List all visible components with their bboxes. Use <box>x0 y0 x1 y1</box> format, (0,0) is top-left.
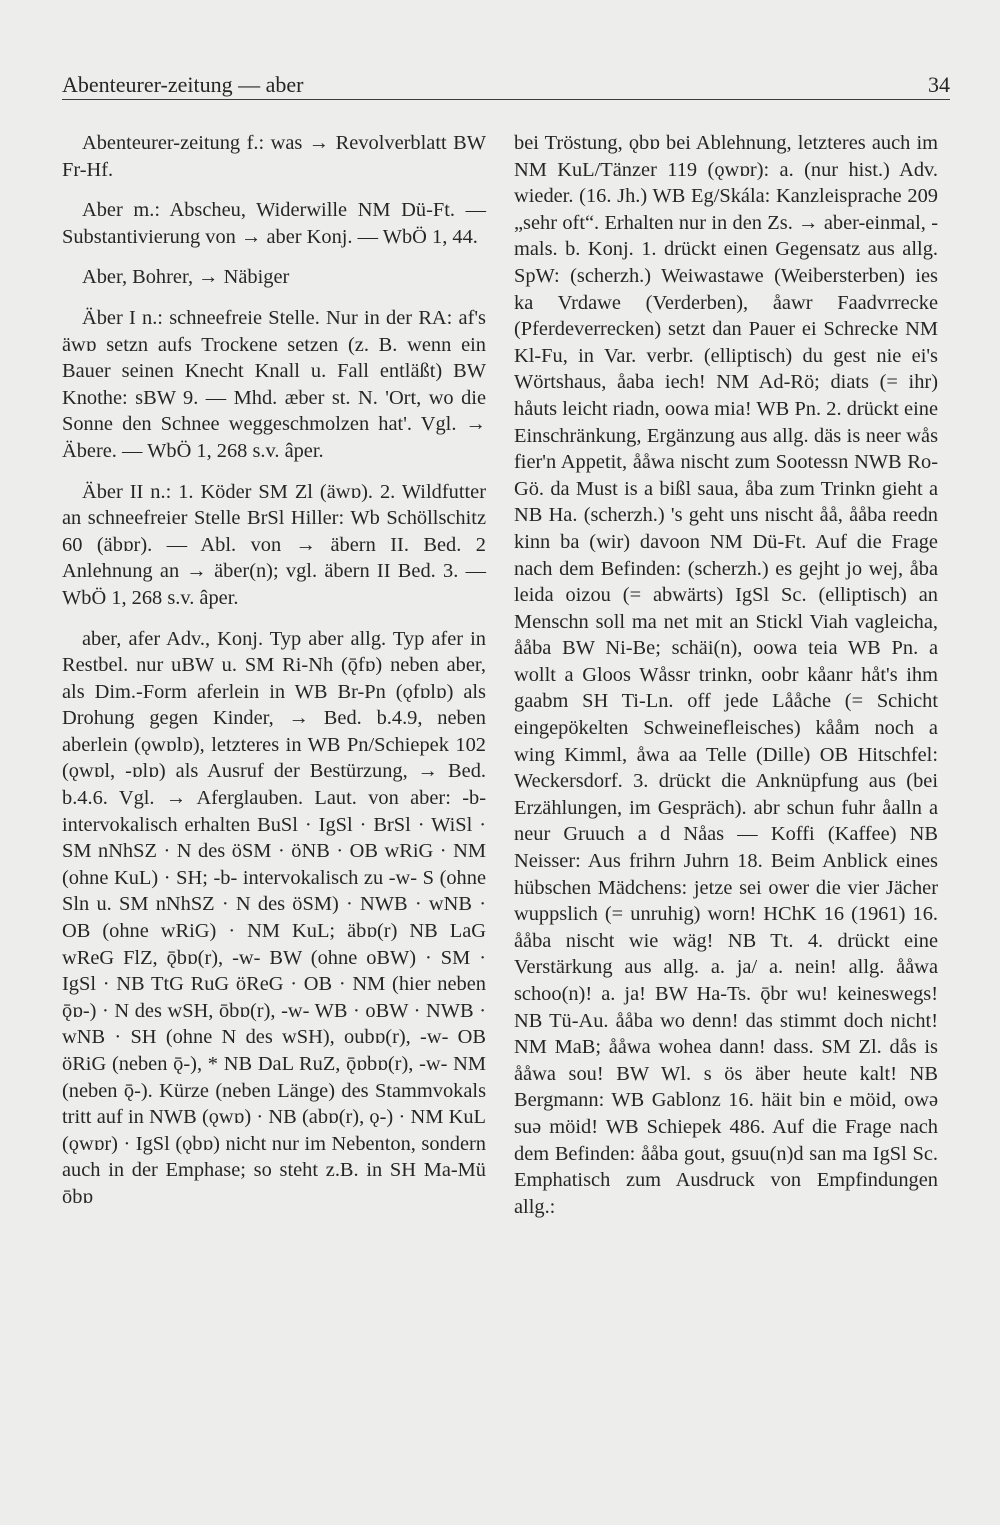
entry-aber-m: Aber m.: Abscheu, Widerwille NM Dü-Ft. — Substantivierung von → aber Konj. — WbÖ 1, 44. <box>62 199 486 248</box>
page-number: 34 <box>928 72 950 97</box>
left-column <box>62 130 486 1225</box>
header-rule <box>62 99 950 100</box>
entry-aber-continued: bei Tröstung, ǫbɒ bei Ablehnung, letzteres auch im NM KuL/Tänzer 119 (ǫwɒr): a. (nur hist.) Adv. wieder. (16. Jh.) WB Eg/Skála: Kanzleisprache 209 „sehr oft“. Erhalten nur in den Zs. → aber-einmal, -mals. b. Konj. 1. drückt einen Gegensatz aus allg. SpW: (scherzh.) Weiwastawe (Weibersterben) ies ka Vrdawe (Verderben), åawr Faadvrrecke (Pferdeverrecken) setzt dan Pauer ei Schrecke NM Kl-Fu, in Var. verbr. (elliptisch) du gest nie ei's Wörtshaus, åaba iech! NM Ad-Rö; diats (= ihr) håuts leicht riadn, oowa mia! WB Pn. 2. drückt eine Einschränkung, Ergänzung aus allg. däs is neer wås fier'n Appetit, ååwa nischt zum Sootessn NWB Ro-Gö. da Must is a bißl saua, åba zum Trinkn gieht a NB Ha. (scherzh.) 's geht uns nischt åå, ååba reedn kinn ba (wir) davoon NM Dü-Ft. Auf die Frage nach dem Befinden: (scherzh.) es gejht jo wej, åba leida oizou (= abwärts) IgSl Sc. (elliptisch) an Menschn soll ma net mit an Stickl Viah vagleicha, ååba BW Ni-Be; schäi(n), oowa teia WB Pn. a wollt a Gloos Wåssr trinkn, oobr kåanr håt's ihm gaabm SH Ti-Ln. off jede Lååche (= Schicht eingepökelten Schweinefleisches) kååm noch a wing Kimml, åwa aa Telle (Dille) OB Hitschfel: Weckersdorf. 3. drückt die Anknüpfung aus (bei Erzählungen, im Gespräch). abr schun fuhr åalln a neur Gruuch a d Nåas — Koffi (Kaffee) NB Neisser: Aus frihrn Juhrn 18. Beim Anblick eines hübschen Mädchens: jetze sei ower die vier Jächer wuppslich (= unruhig) worn! HChK 16 (1961) 16. ååba nischt wie wäg! NB Tt. 4. drückt eine Verstärkung aus allg. a. ja/ a. nein! allg. ååwa schoo(n)! a. ja! BW Ha-Ts. ǭbr wu! keineswegs! NB Tü-Au. ååba wo denn! das stimmt doch nicht! NM MaB; ååwa wohea dann! dass. SM Zl. dås is ååwa sou! BW Wl. s ös äber heute kalt! NB Bergmann: WB Gablonz 16. häit bin e möid, owə suə möid! WB Schiepek 486. Auf die Frage nach dem Befinden: ååba gout, gsuu(n)d san ma IgSl Sc. Emphatisch zum Ausdruck von Empfindungen allg.: <box>514 132 938 1218</box>
entry-aber-bohrer: Aber, Bohrer, → Näbiger <box>82 266 290 289</box>
running-head-title: Abenteurer-zeitung — aber <box>62 72 304 97</box>
right-column <box>514 130 938 1234</box>
entry-aeber-1: Äber I n.: schneefreie Stelle. Nur in der RA: af's äwɒ setzn aufs Trockene setzen (z. B. wenn ein Bauer seinen Knecht Knall u. Fall entläßt) BW Knothe: sBW 9. — Mhd. æber st. N. 'Ort, wo die Sonne den Schnee weggeschmolzen hat'. Vgl. → Äbere. — WbÖ 1, 268 s.v. âper. <box>62 306 486 462</box>
running-head <box>62 70 950 100</box>
entry-abenteurer-zeitung: Abenteurer-zeitung f.: was → Revolverblatt BW Fr-Hf. <box>62 132 486 181</box>
entry-aeber-2: Äber II n.: 1. Köder SM Zl (äwɒ). 2. Wildfutter an schneefreier Stelle BrSl Hiller: Wb Schöllschitz 60 (äbɒr). — Abl. von → äbern II. Bed. 2 Anlehnung an → äber(n); vgl. äbern II Bed. 3. — WbÖ 1, 268 s.v. âper. <box>62 480 486 609</box>
entry-aber-afer: aber, afer Adv., Konj. Typ aber allg. Typ afer in Restbel. nur uBW u. SM Ri-Nh (ǭfɒ) neben aber, als Dim.-Form aferlein in WB Br-Pn (ǫfɒlɒ) als Drohung gegen Kinder, → Bed. b.4.9, neben aberlein (ǫwɒlɒ), letzteres in WB Pn/Schiepek 102 (ǫwɒl, -ɒlɒ) als Ausruf der Bestürzung, → Bed. b.4.6. Vgl. → Aferglauben. Laut. von aber: -b- intervokalisch erhalten BuSl · IgSl · BrSl · WiSl · SM nNhSZ · N des öSM · öNB · OB wRiG · NM (ohne KuL) · SH; -b- intervokalisch zu -w- S (ohne Sln u. SM nNhSZ · N des öSM) · NWB · wNB · OB (ohne wRiG) · NM KuL; äbɒ(r) NB LaG wReG FlZ, ǭbɒ(r), -w- BW (ohne oBW) · SM · IgSl · NB TtG RuG öReG · OB · NM (hier neben ǭɒ-) · N des wSH, ōbɒ(r), -w- WB · oBW · NWB · wNB · SH (ohne N des wSH), oubɒ(r), -w- OB öRiG (neben ǭ-), * NB DaL RuZ, ǭɒbɒ(r), -w- NM (neben ǭ-). Kürze (neben Länge) des Stammvokals tritt auf in NWB (ǫwɒ) · NB (abɒ(r), ǫ-) · NM KuL (ǫwɒr) · IgSl (ǫbɒ) nicht nur im Nebenton, sondern auch in der Emphase; so steht z.B. in SH Ma-Mü ōbɒ <box>62 627 486 1208</box>
